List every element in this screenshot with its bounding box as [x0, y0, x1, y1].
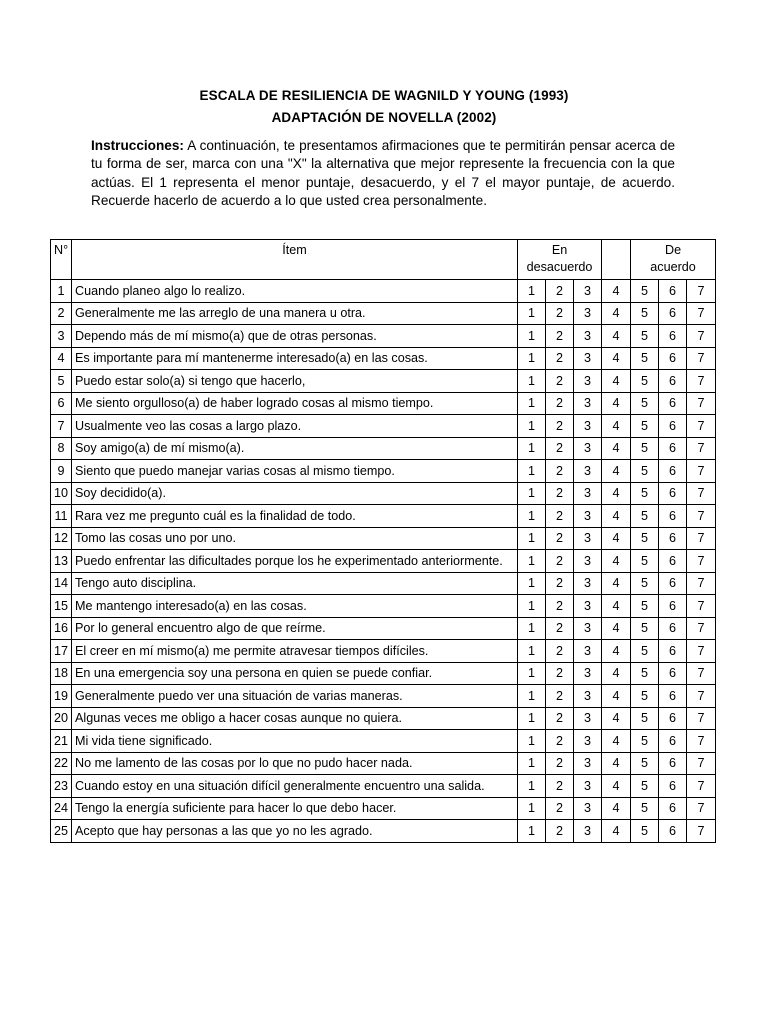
option-6-cell[interactable]: 6 — [659, 347, 687, 370]
item-number: 18 — [51, 662, 72, 685]
option-2-cell[interactable]: 2 — [546, 595, 574, 618]
resilience-scale-table — [50, 239, 716, 843]
option-6-cell[interactable]: 6 — [659, 775, 687, 798]
table-row — [51, 797, 716, 820]
option-5-cell[interactable]: 5 — [631, 820, 659, 843]
option-1-cell[interactable]: 1 — [518, 572, 546, 595]
option-6-cell[interactable]: 6 — [659, 662, 687, 685]
option-4-cell[interactable]: 4 — [602, 280, 631, 303]
item-text: Tomo las cosas uno por uno. — [72, 527, 518, 550]
option-7-cell[interactable]: 7 — [687, 347, 716, 370]
option-7-cell[interactable]: 7 — [687, 572, 716, 595]
option-3-cell[interactable]: 3 — [574, 797, 602, 820]
option-3-cell[interactable]: 3 — [574, 302, 602, 325]
option-5-cell[interactable]: 5 — [631, 370, 659, 393]
item-text: Tengo auto disciplina. — [72, 572, 518, 595]
option-1-cell[interactable]: 1 — [518, 707, 546, 730]
option-4-cell[interactable]: 4 — [602, 482, 631, 505]
option-2-cell[interactable]: 2 — [546, 302, 574, 325]
option-1-cell[interactable]: 1 — [518, 505, 546, 528]
table-row — [51, 280, 716, 303]
option-5-cell[interactable]: 5 — [631, 797, 659, 820]
option-4-cell[interactable]: 4 — [602, 752, 631, 775]
option-7-cell[interactable]: 7 — [687, 325, 716, 348]
option-6-cell[interactable]: 6 — [659, 820, 687, 843]
option-3-cell[interactable]: 3 — [574, 595, 602, 618]
option-4-cell[interactable]: 4 — [602, 370, 631, 393]
item-number: 22 — [51, 752, 72, 775]
option-3-cell[interactable]: 3 — [574, 730, 602, 753]
option-4-cell[interactable]: 4 — [602, 392, 631, 415]
option-4-cell[interactable]: 4 — [602, 595, 631, 618]
table-row — [51, 302, 716, 325]
option-7-cell[interactable]: 7 — [687, 550, 716, 573]
item-number: 10 — [51, 482, 72, 505]
header-item: Ítem — [72, 240, 518, 280]
option-5-cell[interactable]: 5 — [631, 595, 659, 618]
option-6-cell[interactable]: 6 — [659, 550, 687, 573]
option-4-cell[interactable]: 4 — [602, 415, 631, 438]
item-number: 12 — [51, 527, 72, 550]
table-row — [51, 572, 716, 595]
option-2-cell[interactable]: 2 — [546, 572, 574, 595]
item-text: Me siento orgulloso(a) de haber logrado cosas al mismo tiempo. — [72, 392, 518, 415]
table-row — [51, 550, 716, 573]
option-3-cell[interactable]: 3 — [574, 527, 602, 550]
item-number: 25 — [51, 820, 72, 843]
option-4-cell[interactable]: 4 — [602, 730, 631, 753]
option-2-cell[interactable]: 2 — [546, 460, 574, 483]
option-4-cell[interactable]: 4 — [602, 617, 631, 640]
item-number: 1 — [51, 280, 72, 303]
item-number: 4 — [51, 347, 72, 370]
option-1-cell[interactable]: 1 — [518, 482, 546, 505]
option-2-cell[interactable]: 2 — [546, 550, 574, 573]
option-4-cell[interactable]: 4 — [602, 347, 631, 370]
table-row — [51, 752, 716, 775]
option-3-cell[interactable]: 3 — [574, 325, 602, 348]
table-row — [51, 482, 716, 505]
option-4-cell[interactable]: 4 — [602, 662, 631, 685]
option-1-cell[interactable]: 1 — [518, 415, 546, 438]
option-7-cell[interactable]: 7 — [687, 415, 716, 438]
table-row — [51, 437, 716, 460]
option-1-cell[interactable]: 1 — [518, 820, 546, 843]
option-6-cell[interactable]: 6 — [659, 797, 687, 820]
item-text: Me mantengo interesado(a) en las cosas. — [72, 595, 518, 618]
option-1-cell[interactable]: 1 — [518, 685, 546, 708]
table-row — [51, 595, 716, 618]
option-4-cell[interactable]: 4 — [602, 527, 631, 550]
option-3-cell[interactable]: 3 — [574, 347, 602, 370]
table-row — [51, 347, 716, 370]
table-row — [51, 662, 716, 685]
option-4-cell[interactable]: 4 — [602, 640, 631, 663]
table-row — [51, 775, 716, 798]
option-4-cell[interactable]: 4 — [602, 775, 631, 798]
option-7-cell[interactable]: 7 — [687, 527, 716, 550]
item-number: 24 — [51, 797, 72, 820]
header-disagree: En desacuerdo — [518, 240, 602, 280]
option-2-cell[interactable]: 2 — [546, 505, 574, 528]
option-7-cell[interactable]: 7 — [687, 752, 716, 775]
option-2-cell[interactable]: 2 — [546, 797, 574, 820]
option-5-cell[interactable]: 5 — [631, 775, 659, 798]
option-2-cell[interactable]: 2 — [546, 640, 574, 663]
item-text: Puedo estar solo(a) si tengo que hacerlo, — [72, 370, 518, 393]
option-4-cell[interactable]: 4 — [602, 505, 631, 528]
option-5-cell[interactable]: 5 — [631, 752, 659, 775]
item-text: Siento que puedo manejar varias cosas al mismo tiempo. — [72, 460, 518, 483]
option-7-cell[interactable]: 7 — [687, 662, 716, 685]
option-6-cell[interactable]: 6 — [659, 460, 687, 483]
option-5-cell[interactable]: 5 — [631, 707, 659, 730]
option-1-cell[interactable]: 1 — [518, 370, 546, 393]
option-1-cell[interactable]: 1 — [518, 640, 546, 663]
option-5-cell[interactable]: 5 — [631, 527, 659, 550]
option-5-cell[interactable]: 5 — [631, 505, 659, 528]
header-number: N° — [51, 240, 72, 280]
option-5-cell[interactable]: 5 — [631, 437, 659, 460]
option-2-cell[interactable]: 2 — [546, 370, 574, 393]
option-2-cell[interactable]: 2 — [546, 482, 574, 505]
option-3-cell[interactable]: 3 — [574, 752, 602, 775]
option-2-cell[interactable]: 2 — [546, 707, 574, 730]
option-6-cell[interactable]: 6 — [659, 572, 687, 595]
option-4-cell[interactable]: 4 — [602, 707, 631, 730]
option-5-cell[interactable]: 5 — [631, 482, 659, 505]
option-5-cell[interactable]: 5 — [631, 550, 659, 573]
option-5-cell[interactable]: 5 — [631, 617, 659, 640]
option-4-cell[interactable]: 4 — [602, 460, 631, 483]
table-row — [51, 707, 716, 730]
option-2-cell[interactable]: 2 — [546, 820, 574, 843]
option-3-cell[interactable]: 3 — [574, 280, 602, 303]
option-3-cell[interactable]: 3 — [574, 617, 602, 640]
item-number: 15 — [51, 595, 72, 618]
item-text: No me lamento de las cosas por lo que no pudo hacer nada. — [72, 752, 518, 775]
option-7-cell[interactable]: 7 — [687, 820, 716, 843]
item-number: 2 — [51, 302, 72, 325]
option-5-cell[interactable]: 5 — [631, 685, 659, 708]
item-number: 8 — [51, 437, 72, 460]
table-row — [51, 640, 716, 663]
option-3-cell[interactable]: 3 — [574, 415, 602, 438]
option-1-cell[interactable]: 1 — [518, 595, 546, 618]
document-title: ESCALA DE RESILIENCIA DE WAGNILD Y YOUNG (1993) — [199, 88, 569, 103]
option-1-cell[interactable]: 1 — [518, 752, 546, 775]
table-header-row — [51, 240, 716, 280]
option-5-cell[interactable]: 5 — [631, 460, 659, 483]
option-2-cell[interactable]: 2 — [546, 617, 574, 640]
option-3-cell[interactable]: 3 — [574, 460, 602, 483]
option-7-cell[interactable]: 7 — [687, 437, 716, 460]
option-1-cell[interactable]: 1 — [518, 437, 546, 460]
item-text: Generalmente me las arreglo de una manera u otra. — [72, 302, 518, 325]
option-1-cell[interactable]: 1 — [518, 347, 546, 370]
option-3-cell[interactable]: 3 — [574, 775, 602, 798]
option-1-cell[interactable]: 1 — [518, 662, 546, 685]
option-5-cell[interactable]: 5 — [631, 730, 659, 753]
item-text: Generalmente puedo ver una situación de varias maneras. — [72, 685, 518, 708]
item-number: 16 — [51, 617, 72, 640]
option-3-cell[interactable]: 3 — [574, 392, 602, 415]
option-7-cell[interactable]: 7 — [687, 685, 716, 708]
option-6-cell[interactable]: 6 — [659, 752, 687, 775]
option-6-cell[interactable]: 6 — [659, 392, 687, 415]
option-6-cell[interactable]: 6 — [659, 685, 687, 708]
option-4-cell[interactable]: 4 — [602, 572, 631, 595]
item-text: Por lo general encuentro algo de que reírme. — [72, 617, 518, 640]
option-3-cell[interactable]: 3 — [574, 662, 602, 685]
table-row — [51, 415, 716, 438]
option-3-cell[interactable]: 3 — [574, 820, 602, 843]
option-7-cell[interactable]: 7 — [687, 640, 716, 663]
option-1-cell[interactable]: 1 — [518, 730, 546, 753]
option-7-cell[interactable]: 7 — [687, 595, 716, 618]
option-5-cell[interactable]: 5 — [631, 415, 659, 438]
option-4-cell[interactable]: 4 — [602, 797, 631, 820]
instructions-text: A continuación, te presentamos afirmaciones que te permitirán pensar acerca de tu forma de ser, marca con una "X" la alternativa que mejor represente la frecuencia con la que actúas. El 1 representa el menor puntaje, desacuerdo, y el 7 el mayor puntaje, de acuerdo. Recuerde hacerlo de acuerdo a lo que usted crea personalmente. — [91, 138, 675, 208]
option-3-cell[interactable]: 3 — [574, 550, 602, 573]
item-text: Es importante para mí mantenerme interesado(a) en las cosas. — [72, 347, 518, 370]
item-number: 19 — [51, 685, 72, 708]
option-5-cell[interactable]: 5 — [631, 640, 659, 663]
item-text: Rara vez me pregunto cuál es la finalidad de todo. — [72, 505, 518, 528]
option-5-cell[interactable]: 5 — [631, 325, 659, 348]
option-6-cell[interactable]: 6 — [659, 325, 687, 348]
option-6-cell[interactable]: 6 — [659, 505, 687, 528]
table-row — [51, 617, 716, 640]
option-2-cell[interactable]: 2 — [546, 662, 574, 685]
option-6-cell[interactable]: 6 — [659, 617, 687, 640]
item-text: Dependo más de mí mismo(a) que de otras personas. — [72, 325, 518, 348]
document-subtitle: ADAPTACIÓN DE NOVELLA (2002) — [271, 110, 497, 125]
option-7-cell[interactable]: 7 — [687, 280, 716, 303]
option-4-cell[interactable]: 4 — [602, 302, 631, 325]
option-1-cell[interactable]: 1 — [518, 775, 546, 798]
item-number: 11 — [51, 505, 72, 528]
option-6-cell[interactable]: 6 — [659, 415, 687, 438]
option-1-cell[interactable]: 1 — [518, 325, 546, 348]
item-number: 13 — [51, 550, 72, 573]
option-3-cell[interactable]: 3 — [574, 572, 602, 595]
option-5-cell[interactable]: 5 — [631, 662, 659, 685]
option-2-cell[interactable]: 2 — [546, 527, 574, 550]
option-3-cell[interactable]: 3 — [574, 640, 602, 663]
item-number: 6 — [51, 392, 72, 415]
item-number: 3 — [51, 325, 72, 348]
option-6-cell[interactable]: 6 — [659, 595, 687, 618]
header-neutral — [602, 240, 631, 280]
option-6-cell[interactable]: 6 — [659, 437, 687, 460]
option-4-cell[interactable]: 4 — [602, 437, 631, 460]
option-2-cell[interactable]: 2 — [546, 775, 574, 798]
option-1-cell[interactable]: 1 — [518, 460, 546, 483]
option-6-cell[interactable]: 6 — [659, 482, 687, 505]
item-number: 9 — [51, 460, 72, 483]
item-text: Acepto que hay personas a las que yo no les agrado. — [72, 820, 518, 843]
option-3-cell[interactable]: 3 — [574, 482, 602, 505]
item-number: 23 — [51, 775, 72, 798]
option-6-cell[interactable]: 6 — [659, 730, 687, 753]
option-7-cell[interactable]: 7 — [687, 617, 716, 640]
option-5-cell[interactable]: 5 — [631, 347, 659, 370]
option-2-cell[interactable]: 2 — [546, 437, 574, 460]
item-text: El creer en mí mismo(a) me permite atravesar tiempos difíciles. — [72, 640, 518, 663]
option-2-cell[interactable]: 2 — [546, 415, 574, 438]
item-number: 5 — [51, 370, 72, 393]
table-row — [51, 820, 716, 843]
option-7-cell[interactable]: 7 — [687, 730, 716, 753]
item-text: Usualmente veo las cosas a largo plazo. — [72, 415, 518, 438]
item-text: Algunas veces me obligo a hacer cosas aunque no quiera. — [72, 707, 518, 730]
option-7-cell[interactable]: 7 — [687, 797, 716, 820]
option-1-cell[interactable]: 1 — [518, 392, 546, 415]
option-3-cell[interactable]: 3 — [574, 505, 602, 528]
option-2-cell[interactable]: 2 — [546, 752, 574, 775]
option-7-cell[interactable]: 7 — [687, 302, 716, 325]
option-4-cell[interactable]: 4 — [602, 550, 631, 573]
option-3-cell[interactable]: 3 — [574, 685, 602, 708]
item-text: Cuando estoy en una situación difícil generalmente encuentro una salida. — [72, 775, 518, 798]
option-6-cell[interactable]: 6 — [659, 707, 687, 730]
option-1-cell[interactable]: 1 — [518, 550, 546, 573]
option-2-cell[interactable]: 2 — [546, 347, 574, 370]
option-7-cell[interactable]: 7 — [687, 460, 716, 483]
option-4-cell[interactable]: 4 — [602, 325, 631, 348]
option-1-cell[interactable]: 1 — [518, 280, 546, 303]
option-4-cell[interactable]: 4 — [602, 685, 631, 708]
option-3-cell[interactable]: 3 — [574, 370, 602, 393]
option-7-cell[interactable]: 7 — [687, 775, 716, 798]
item-text: En una emergencia soy una persona en quien se puede confiar. — [72, 662, 518, 685]
option-5-cell[interactable]: 5 — [631, 572, 659, 595]
table-row — [51, 460, 716, 483]
option-3-cell[interactable]: 3 — [574, 437, 602, 460]
item-text: Mi vida tiene significado. — [72, 730, 518, 753]
option-2-cell[interactable]: 2 — [546, 392, 574, 415]
option-4-cell[interactable]: 4 — [602, 820, 631, 843]
instructions-paragraph — [91, 137, 675, 210]
table-row — [51, 730, 716, 753]
table-row — [51, 325, 716, 348]
option-3-cell[interactable]: 3 — [574, 707, 602, 730]
option-5-cell[interactable]: 5 — [631, 302, 659, 325]
table-row — [51, 392, 716, 415]
item-number: 14 — [51, 572, 72, 595]
option-2-cell[interactable]: 2 — [546, 730, 574, 753]
item-number: 17 — [51, 640, 72, 663]
option-1-cell[interactable]: 1 — [518, 797, 546, 820]
option-1-cell[interactable]: 1 — [518, 617, 546, 640]
instructions-label: Instrucciones: — [91, 138, 184, 153]
option-7-cell[interactable]: 7 — [687, 707, 716, 730]
item-number: 7 — [51, 415, 72, 438]
option-7-cell[interactable]: 7 — [687, 505, 716, 528]
option-7-cell[interactable]: 7 — [687, 370, 716, 393]
item-text: Cuando planeo algo lo realizo. — [72, 280, 518, 303]
option-7-cell[interactable]: 7 — [687, 482, 716, 505]
option-7-cell[interactable]: 7 — [687, 392, 716, 415]
item-text: Tengo la energía suficiente para hacer lo que debo hacer. — [72, 797, 518, 820]
item-text: Puedo enfrentar las dificultades porque los he experimentado anteriormente. — [72, 550, 518, 573]
option-6-cell[interactable]: 6 — [659, 302, 687, 325]
item-number: 20 — [51, 707, 72, 730]
option-5-cell[interactable]: 5 — [631, 280, 659, 303]
table-row — [51, 527, 716, 550]
option-6-cell[interactable]: 6 — [659, 280, 687, 303]
option-5-cell[interactable]: 5 — [631, 392, 659, 415]
table-row — [51, 370, 716, 393]
option-1-cell[interactable]: 1 — [518, 527, 546, 550]
table-row — [51, 685, 716, 708]
option-6-cell[interactable]: 6 — [659, 370, 687, 393]
item-text: Soy amigo(a) de mí mismo(a). — [72, 437, 518, 460]
option-6-cell[interactable]: 6 — [659, 640, 687, 663]
option-2-cell[interactable]: 2 — [546, 325, 574, 348]
item-number: 21 — [51, 730, 72, 753]
table-row — [51, 505, 716, 528]
option-6-cell[interactable]: 6 — [659, 527, 687, 550]
option-2-cell[interactable]: 2 — [546, 280, 574, 303]
option-1-cell[interactable]: 1 — [518, 302, 546, 325]
item-text: Soy decidido(a). — [72, 482, 518, 505]
option-2-cell[interactable]: 2 — [546, 685, 574, 708]
header-agree: De acuerdo — [631, 240, 716, 280]
